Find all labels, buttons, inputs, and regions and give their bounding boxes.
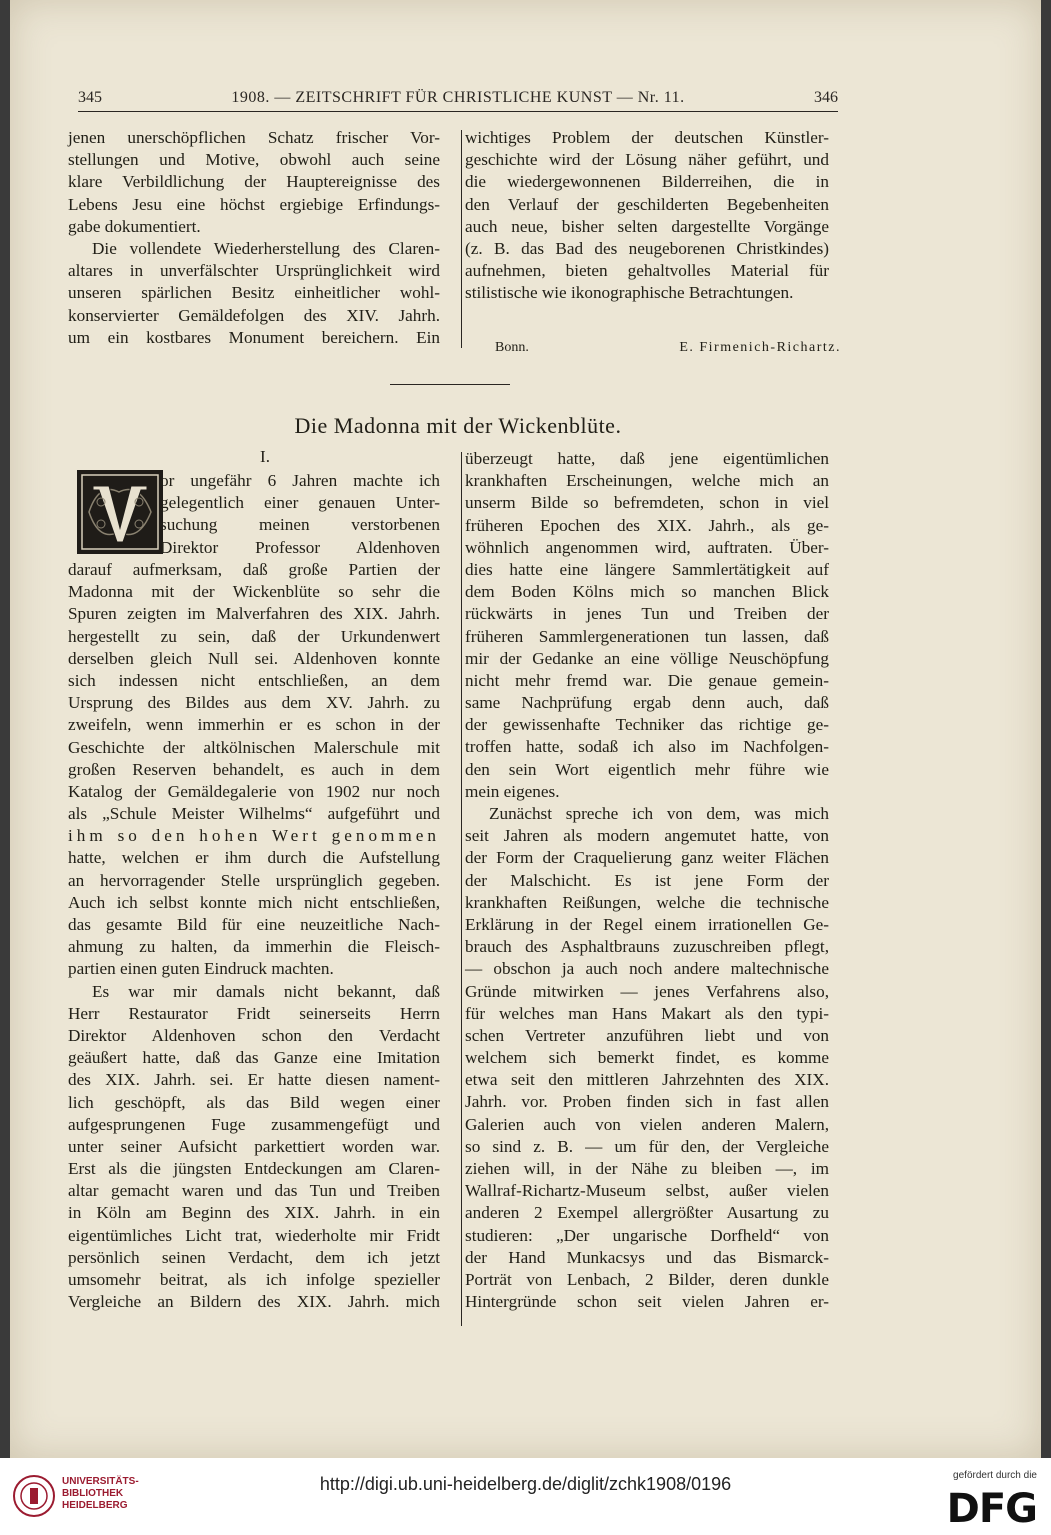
source-url[interactable]: http://digi.ub.uni-heidelberg.de/diglit/zchk1908/0196 xyxy=(319,1474,732,1494)
signature-author: E. Firmenich-Richartz. xyxy=(679,340,841,355)
text-line: Erklärung in der Regel einem irrationellen Ge- xyxy=(465,914,829,934)
running-head xyxy=(78,89,838,112)
text-line: dem Boden Kölns mich so manchen Blick xyxy=(465,582,829,602)
text-line: Die vollendete Wiederherstellung des Claren- xyxy=(92,238,440,258)
text-line: geschichte wird der Lösung näher geführt, und xyxy=(465,150,829,170)
text-line: stellungen und Motive, obwohl auch seine xyxy=(68,150,440,170)
text-line: darauf aufmerksam, daß große Partien der xyxy=(68,560,440,579)
text-line: die wiedergewonnenen Bilderreihen, die in xyxy=(465,172,829,192)
text-line: früheren Sammlergenerationen tun lassen, daß xyxy=(465,626,829,646)
text-line: lich geschöpft, als das Bild wegen einer xyxy=(68,1092,440,1112)
column-rule xyxy=(461,452,462,1326)
running-title: 1908. — ZEITSCHRIFT FÜR CHRISTLICHE KUNST — Nr. 11. xyxy=(231,89,685,106)
text-line: studieren: „Der ungarische Dorfheld“ von xyxy=(465,1225,829,1245)
text-line: Porträt von Lenbach, 2 Bilder, deren dunkle xyxy=(465,1269,829,1289)
main-left-column xyxy=(68,559,440,1313)
text-line: Hintergründe schon seit vielen Jahren er- xyxy=(465,1292,829,1312)
text-line: Spuren zeigten im Malverfahren des XIX. Jahrh. xyxy=(68,604,440,624)
text-line: persönlich seinen Verdacht, dem ich jetzt xyxy=(68,1247,440,1267)
text-line: früheren Epochen des XIX. Jahrh., als ge- xyxy=(465,515,829,535)
text-line: nicht mehr fremd war. Die genaue gemein- xyxy=(465,670,829,690)
text-line: Zunächst spreche ich von dem, was mich xyxy=(489,804,829,823)
text-line: für welches man Hans Makart als den typi- xyxy=(465,1003,829,1023)
text-line: den Verlauf der geschilderten Begebenheiten xyxy=(465,194,829,214)
text-line: Direktor Professor Aldenhoven xyxy=(160,537,440,557)
text-line: krankhaften Erscheinungen, welche mich an xyxy=(465,471,829,491)
text-line: unter seiner Aufsicht parkettiert worden war. xyxy=(68,1136,440,1156)
text-line: den sein Wort eigentlich mehr führe wie xyxy=(465,759,829,779)
dropcap-v-icon xyxy=(79,472,161,552)
text-line: zweifeln, wenn immerhin er es schon in der xyxy=(68,715,440,735)
text-line: dies hatte eine längere Sammlertätigkeit auf xyxy=(465,559,829,579)
scanned-page xyxy=(10,0,1041,1458)
text-line: aufnehmen, bieten gehaltvolles Material für xyxy=(465,261,829,281)
text-line: Galerien auch von vielen anderen Malern, xyxy=(465,1114,829,1134)
text-line: unserm Bilde so befremdeten, schon in viel xyxy=(465,493,829,513)
text-line: troffen hatte, sodaß ich also im Nachfolgen- xyxy=(465,737,829,757)
signature-place: Bonn. xyxy=(495,340,529,355)
text-line: welchem sich bemerkt findet, es komme xyxy=(465,1048,829,1068)
dropcap-ornament xyxy=(77,470,163,554)
text-line: partien einen guten Eindruck machten. xyxy=(68,959,334,979)
text-line: altares in unverfälschter Ursprünglichkeit wird xyxy=(68,261,440,281)
text-line: brauch des Asphaltbrauns zuzuschreiben pflegt, xyxy=(465,937,829,957)
text-line: seit Jahren als modern angemutet hatte, von xyxy=(465,826,829,846)
text-line: suchung meinen verstorbenen xyxy=(160,515,440,535)
text-line: umsomehr beitrat, als ich infolge spezieller xyxy=(68,1270,440,1289)
text-line: der Malschicht. Es ist jene Form der xyxy=(465,870,829,890)
text-line: ahmung zu halten, da immerhin die Fleisch- xyxy=(68,937,440,957)
text-line: jenen unerschöpflichen Schatz frischer Vor- xyxy=(68,128,440,147)
text-line: großen Reserven behandelt, es auch in dem xyxy=(68,759,440,779)
footer xyxy=(0,1458,1051,1535)
text-line: aufgesprungenen Fuge zusammengefügt und xyxy=(68,1114,440,1134)
text-line: Erst als die jüngsten Entdeckungen am Claren- xyxy=(68,1159,440,1179)
text-line: — obschon ja auch noch andere maltechnische xyxy=(465,959,829,979)
text-line: or ungefähr 6 Jahren machte ich xyxy=(160,471,440,490)
column-rule xyxy=(461,130,462,348)
text-line: so sind z. B. — um für den, der Vergleiche xyxy=(465,1136,829,1156)
text-line: an hervorragender Stelle ursprünglich gegeben. xyxy=(68,870,440,890)
text-line: altar gemacht waren und das Tun und Treiben xyxy=(68,1181,440,1201)
text-line: unseren spärlichen Besitz einheitlicher wohl- xyxy=(68,283,440,303)
article-title: Die Madonna mit der Wickenblüte. xyxy=(294,413,622,438)
page-number-left: 345 xyxy=(78,89,102,106)
text-line: krankhaften Reißungen, welche die technische xyxy=(465,892,829,912)
text-line: Wallraf-Richartz-Museum selbst, außer vielen xyxy=(465,1181,829,1201)
text-line: ziehen will, in der Nähe zu bleiben —, im xyxy=(465,1159,829,1178)
text-line: in Köln am Beginn des XIX. Jahrh. in ein xyxy=(68,1203,440,1223)
university-line: HEIDELBERG xyxy=(62,1500,128,1511)
text-line: ihm so den hohen Wert genommen xyxy=(68,826,440,846)
text-line: überzeugt hatte, daß jene eigentümlichen xyxy=(465,449,829,468)
section-divider xyxy=(390,384,510,385)
text-line: auch neue, bisher selten dargestellte Vorgänge xyxy=(465,216,829,236)
text-line: mir der Gedanke an eine völlige Neuschöpfung xyxy=(465,648,829,668)
text-line: gelegentlich einer genauen Unter- xyxy=(160,493,440,513)
text-line: Lebens Jesu eine höchst ergiebige Erfindungs- xyxy=(68,194,440,214)
signature xyxy=(495,340,841,362)
text-line: gabe dokumentiert. xyxy=(68,216,201,236)
text-line: hatte, welchen er ihm durch die Aufstellung xyxy=(68,848,440,868)
text-line: Auch ich selbst konnte mich nicht entschließen, xyxy=(68,892,440,912)
text-line: Ursprung des Bildes aus dem XV. Jahrh. zu xyxy=(68,693,440,713)
text-line: same Nachprüfung ergab denn auch, daß xyxy=(465,693,829,713)
text-line: rückwärts in jenes Tun und Treiben der xyxy=(465,604,829,624)
text-line: Es war mir damals nicht bekannt, daß xyxy=(92,981,440,1001)
text-line: (z. B. das Bad des neugeborenen Christkindes) xyxy=(465,238,829,258)
top-left-column xyxy=(68,127,440,349)
text-line: hergestellt zu sein, daß der Urkundenwert xyxy=(68,626,440,646)
text-line: um ein kostbares Monument bereichern. Ein xyxy=(68,327,440,347)
text-line: des XIX. Jahrh. sei. Er hatte diesen nament- xyxy=(68,1070,440,1090)
text-line: schen Vertreter anzuführen liebt und von xyxy=(465,1025,829,1045)
text-line: wichtiges Problem der deutschen Künstler- xyxy=(465,128,829,147)
text-line: Jahrh. vor. Proben finden sich in fast allen xyxy=(465,1092,829,1112)
university-line: UNIVERSITÄTS- xyxy=(62,1476,139,1487)
text-line: der gewissenhafte Techniker das richtige ge- xyxy=(465,715,829,735)
text-line: Madonna mit der Wickenblüte so sehr die xyxy=(68,582,440,602)
text-line: geäußert hatte, daß das Ganze eine Imitation xyxy=(68,1048,440,1068)
text-line: wöhnlich angenommen wird, auftraten. Über- xyxy=(465,537,829,557)
dfg-logo: DFG xyxy=(946,1486,1037,1532)
university-line: BIBLIOTHEK xyxy=(62,1488,124,1499)
text-line: Geschichte der altkölnischen Malerschule mit xyxy=(68,737,440,757)
top-right-column xyxy=(465,127,829,305)
text-line: mein eigenes. xyxy=(465,781,560,801)
text-line: Gründe mitwirken — jenes Verfahrens also, xyxy=(465,981,829,1001)
dropcap-lines xyxy=(160,470,440,559)
text-line: stilistische wie ikonographische Betrachtungen. xyxy=(465,283,794,303)
text-line: der Form der Craquelierung ganz weiter Flächen xyxy=(465,848,829,868)
text-line: Vergleiche an Bildern des XIX. Jahrh. mich xyxy=(68,1292,440,1312)
text-line: sich indessen nicht entschließen, an dem xyxy=(68,670,440,690)
text-line: eigentümliches Licht trat, wiederholte mir Fridt xyxy=(68,1225,440,1245)
text-line: Direktor Aldenhoven schon den Verdacht xyxy=(68,1025,440,1045)
text-line: anderen 2 Exempel allergrößter Ausartung zu xyxy=(465,1203,829,1223)
text-line: Katalog der Gemäldegalerie von 1902 nur noch xyxy=(68,781,440,801)
page-number-right: 346 xyxy=(814,89,838,106)
text-line: konservierter Gemäldefolgen des XIV. Jahrh. xyxy=(68,305,440,325)
text-line: der Hand Munkacsys und das Bismarck- xyxy=(465,1247,829,1267)
text-line: derselben gleich Null sei. Aldenhoven konnte xyxy=(68,648,440,668)
text-line: etwa seit den mittleren Jahrzehnten des XIX. xyxy=(465,1070,829,1090)
text-line: das gesamte Bild für eine neuzeitliche Nach- xyxy=(68,915,440,934)
funding-caption: gefördert durch die xyxy=(953,1470,1037,1481)
text-line: klare Verbildlichung der Hauptereignisse des xyxy=(68,172,440,192)
text-line: Herr Restaurator Fridt seinerseits Herrn xyxy=(68,1003,440,1023)
main-right-column xyxy=(465,448,829,1313)
section-number: I. xyxy=(260,447,270,466)
text-line: als „Schule Meister Wilhelms“ aufgeführt und xyxy=(68,804,440,824)
